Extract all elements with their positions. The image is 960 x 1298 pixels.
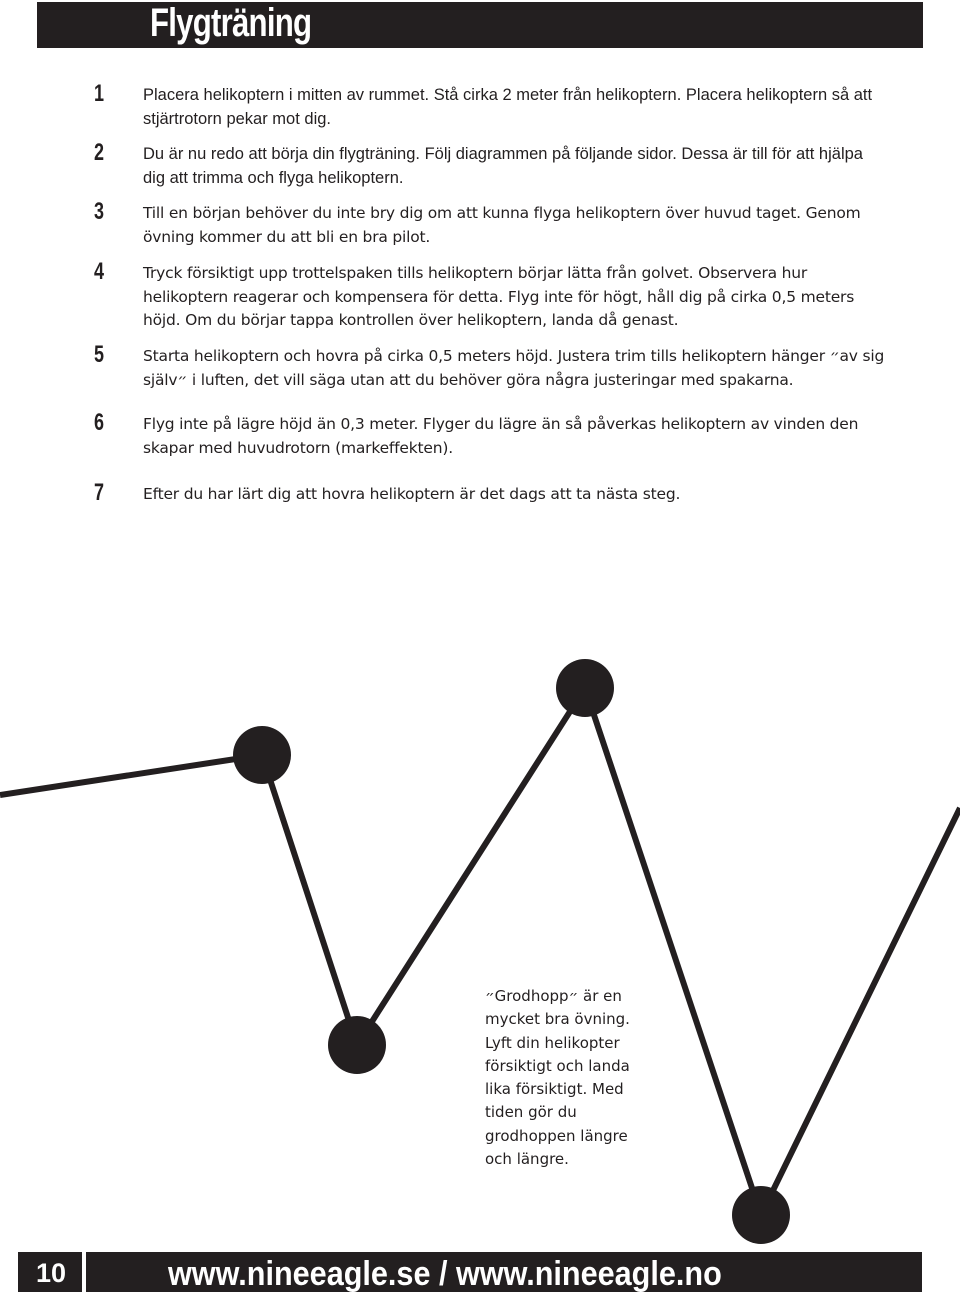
step-number: 4 — [94, 258, 105, 285]
step-text: Placera helikoptern i mitten av rummet. Stå cirka 2 meter från helikoptern. Placera helikoptern så att stjärtrotorn pekar mot dig. — [143, 86, 873, 128]
step-number: 2 — [94, 139, 105, 166]
waypoint-marker — [556, 659, 614, 717]
waypoint-marker — [328, 1016, 386, 1074]
step-text: Till en början behöver du inte bry dig om att kunna flyga helikoptern över huvud taget. Genom övning kommer du att bli en bra pilot. — [143, 204, 861, 246]
callout-text: ״Grodhopp״ är en mycket bra övning. Lyft din helikopter försiktigt och landa lika försiktigt. Med tiden gör du grodhoppen längre och längre. — [485, 987, 630, 1169]
page-number: 10 — [36, 1258, 67, 1288]
step-text: Efter du har lärt dig att hovra helikoptern är det dags att ta nästa steg. — [143, 485, 681, 503]
step-number: 7 — [94, 479, 105, 506]
title-bar — [37, 2, 923, 48]
step-text: Flyg inte på lägre höjd än 0,3 meter. Flyger du lägre än så påverkas helikoptern av vinden den skapar med huvudrotorn (markeffekten). — [143, 415, 859, 457]
step-number: 5 — [94, 341, 105, 368]
step-number: 1 — [94, 80, 105, 107]
frog-hop-diagram — [0, 560, 960, 1260]
waypoint-marker — [732, 1186, 790, 1244]
step-number: 6 — [94, 409, 105, 436]
footer-url: www.nineeagle.se / www.nineeagle.no — [168, 1255, 722, 1293]
step-number: 3 — [94, 198, 105, 225]
footer-separator — [82, 1252, 86, 1292]
flight-path-line — [0, 688, 960, 1215]
step-text: Du är nu redo att börja din flygträning. Följ diagrammen på följande sidor. Dessa är till för att hjälpa dig att trimma och flyga helikoptern. — [143, 145, 863, 187]
page-title: Flygträning — [150, 1, 312, 45]
step-text: Tryck försiktigt upp trottelspaken tills helikoptern börjar lätta från golvet. Observera hur helikoptern reagerar och kompensera för detta. Flyg inte för högt, håll dig på cirka 0,5 meters höjd. Om du börjar tappa kontrollen över helikoptern, landa då genast. — [143, 264, 855, 329]
step-text: Starta helikoptern och hovra på cirka 0,5 meters höjd. Justera trim tills helikoptern hänger ״av sig själv״ i luften, det vill säga utan att du behöver göra några justeringar med spakarna. — [143, 347, 885, 389]
waypoint-marker — [233, 726, 291, 784]
